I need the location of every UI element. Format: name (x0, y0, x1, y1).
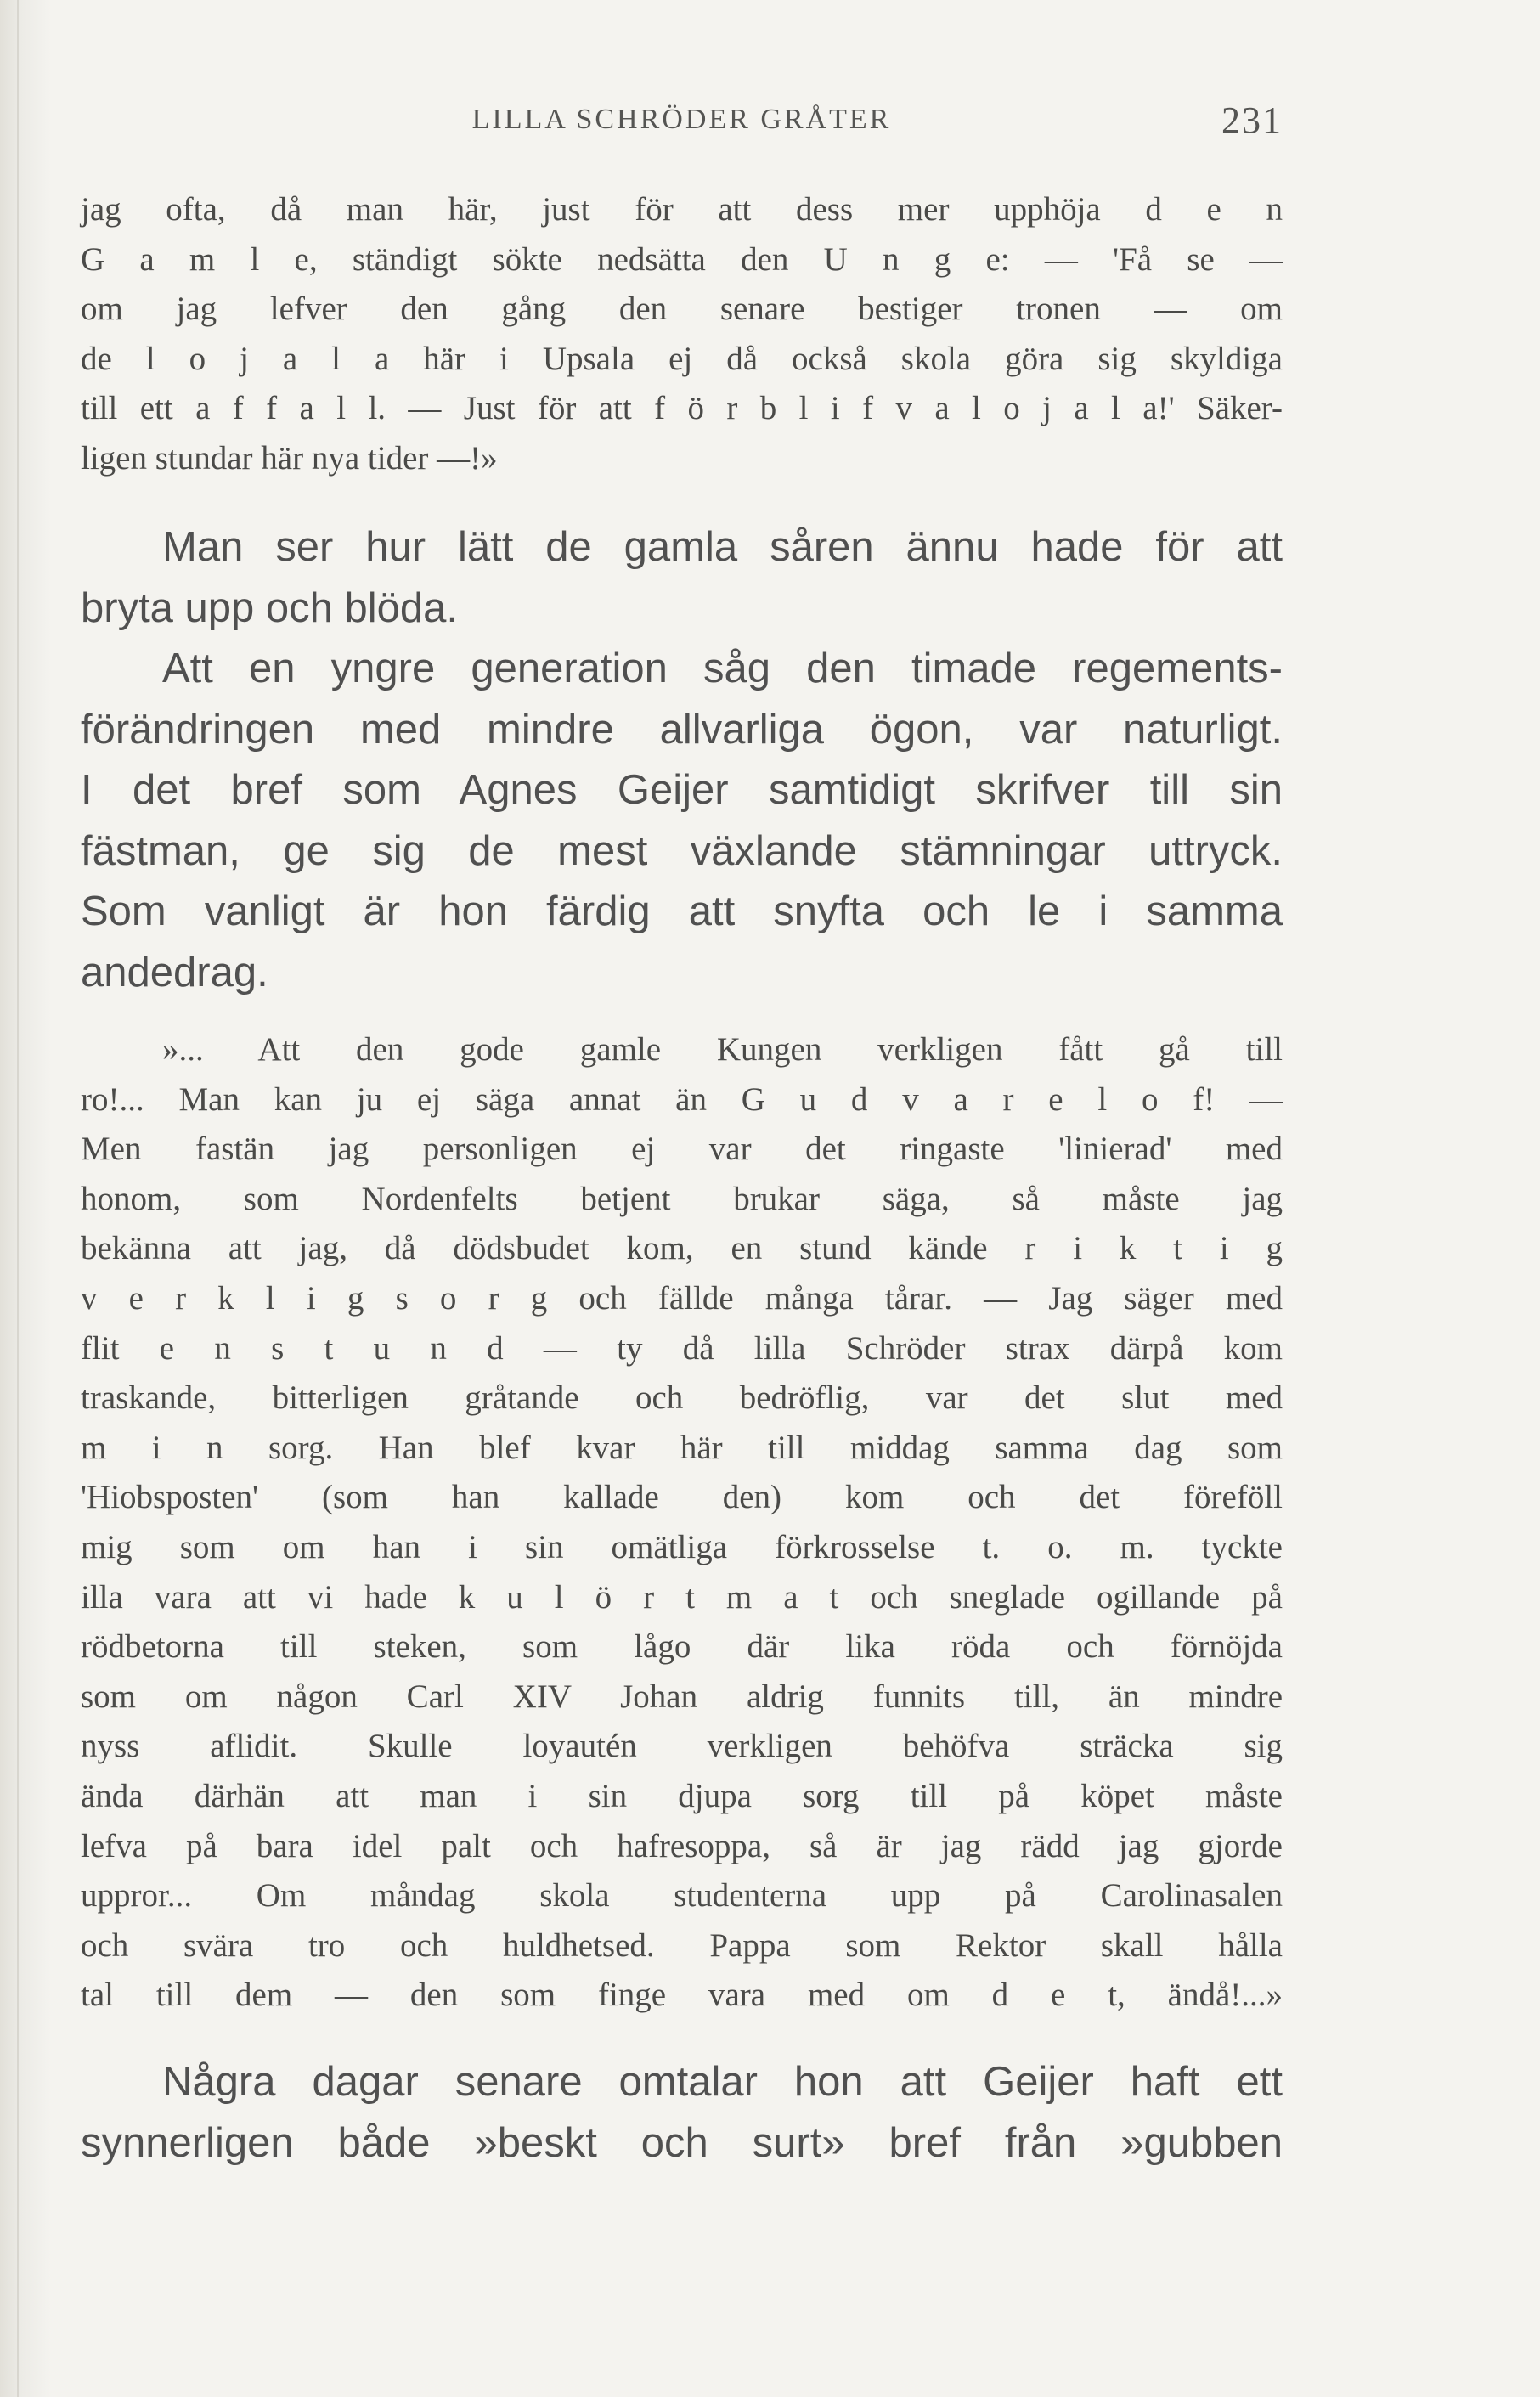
text-line: bryta upp och blöda. (81, 584, 459, 631)
text-line: Som vanligt är hon färdig att snyfta och le i samma (81, 888, 1283, 934)
text-line: och svära tro och huldhetsed. Pappa som Rektor skall hålla (81, 1926, 1283, 1964)
text-line: fästman, ge sig de mest växlande stämningar uttryck. (81, 827, 1283, 874)
body-paragraph-1 (81, 517, 1283, 1003)
text-line: synnerligen både »beskt och surt» bref från »gubben (81, 2119, 1283, 2166)
text-line: »... Att den gode gamle Kungen verkligen fått gå till (162, 1031, 1283, 1068)
quoted-letter-excerpt-2 (81, 1025, 1283, 2021)
binding-edge (17, 0, 19, 2397)
text-line: uppror... Om måndag skola studenterna upp på Carolinasalen (81, 1877, 1283, 1915)
text-line: Att en yngre generation såg den timade regements- (162, 646, 1283, 691)
page-number: 231 (1221, 99, 1283, 141)
text-line: honom, som Nordenfelts betjent brukar säga, så måste jag (81, 1180, 1283, 1217)
text-line: nyss aflidit. Skulle loyautén verkligen behöfva sträcka sig (81, 1728, 1283, 1765)
text-line: förändringen med mindre allvarliga ögon, var naturligt. (81, 706, 1283, 753)
text-line: G a m l e, ständigt sökte nedsätta den U n g e: — 'Få se — (81, 240, 1283, 278)
text-line: traskande, bitterligen gråtande och bedröflig, var det slut med (81, 1379, 1283, 1417)
text-line: Några dagar senare omtalar hon att Geijer haft ett (162, 2059, 1283, 2105)
text-line: mig som om han i sin omätliga förkrosselse t. o. m. tyckte (81, 1528, 1283, 1565)
text-line: till ett a f f a l l. — Just för att f ö r b l i f v a l o j a l a!' Säker- (81, 390, 1283, 427)
running-head (81, 99, 1283, 146)
running-title: LILLA SCHRÖDER GRÅTER (471, 104, 892, 135)
text-line: andedrag. (81, 949, 268, 995)
text-line: v e r k l i g s o r g och fällde många tårar. — Jag säger med (81, 1279, 1283, 1317)
text-line: Man ser hur lätt de gamla såren ännu hade för att (162, 524, 1283, 570)
text-line: Men fastän jag personligen ej var det ringaste 'linierad' med (81, 1131, 1283, 1168)
text-line: ligen stundar här nya tider —!» (81, 439, 498, 477)
text-line: som om någon Carl XIV Johan aldrig funnits till, än mindre (81, 1678, 1283, 1715)
text-line: illa vara att vi hade k u l ö r t m a t och sneglade ogillande på (81, 1578, 1283, 1616)
text-line: ända därhän att man i sin djupa sorg till på köpet måste (81, 1777, 1283, 1814)
text-line: tal till dem — den som finge vara med om d e t, ändå!...» (81, 1977, 1283, 2014)
text-line: m i n sorg. Han blef kvar här till middag samma dag som (81, 1429, 1283, 1466)
text-line: ro!... Man kan ju ej säga annat än G u d v a r e l o f! — (81, 1080, 1283, 1118)
text-line: flit e n s t u n d — ty då lilla Schröder strax därpå kom (81, 1329, 1283, 1367)
text-line: de l o j a l a här i Upsala ej då också skola göra sig skyldiga (81, 340, 1283, 377)
body-paragraph-2 (81, 2052, 1283, 2174)
text-line: I det bref som Agnes Geijer samtidigt skrifver till sin (81, 767, 1283, 813)
text-line: rödbetorna till steken, som lågo där lika röda och förnöjda (81, 1628, 1283, 1666)
text-line: lefva på bara idel palt och hafresoppa, så är jag rädd jag gjorde (81, 1827, 1283, 1864)
quoted-letter-excerpt-1 (81, 185, 1283, 484)
text-line: 'Hiobsposten' (som han kallade den) kom och det föreföll (81, 1479, 1283, 1516)
text-line: jag ofta, då man här, just för att dess mer upphöja d e n (81, 191, 1283, 228)
page-gutter-shadow (0, 0, 51, 2397)
text-line: om jag lefver den gång den senare bestiger tronen — om (81, 290, 1283, 328)
text-line: bekänna att jag, då dödsbudet kom, en stund kände r i k t i g (81, 1230, 1283, 1267)
